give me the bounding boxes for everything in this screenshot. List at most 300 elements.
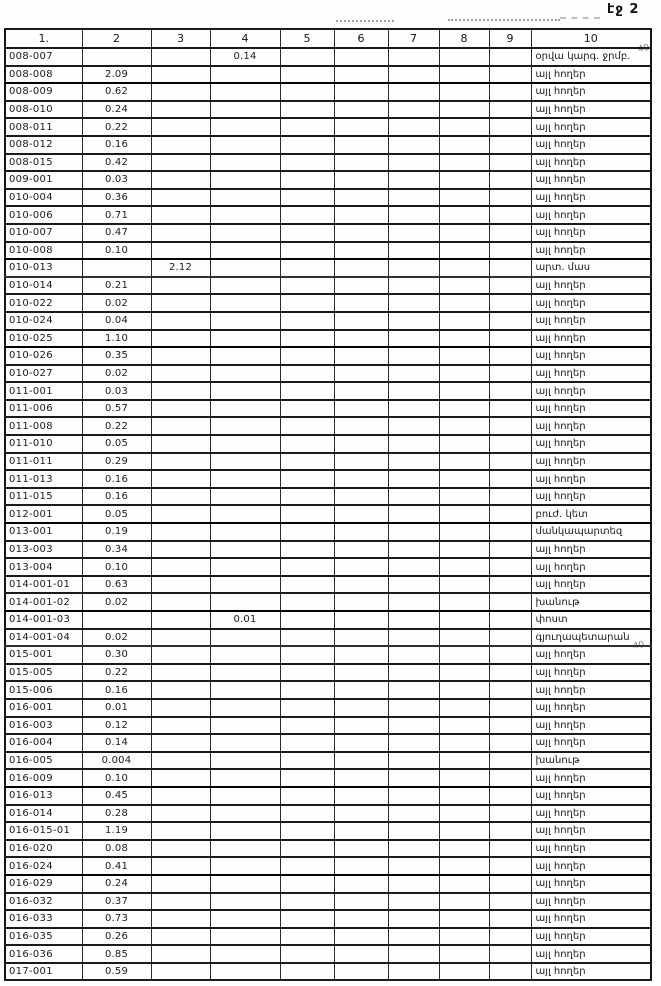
value-cell — [334, 805, 388, 823]
value-cell — [151, 752, 210, 770]
parcel-code-cell: 009-001 — [5, 171, 82, 189]
column-header-4: 4 — [210, 29, 280, 48]
value-cell — [210, 787, 280, 805]
value-cell — [280, 347, 334, 365]
value-cell: 0.14 — [210, 48, 280, 66]
value-cell — [151, 242, 210, 260]
value-cell: 0.02 — [82, 629, 151, 647]
parcel-code-cell: 008-008 — [5, 66, 82, 84]
value-cell — [439, 136, 489, 154]
value-cell — [151, 312, 210, 330]
table-row — [5, 136, 651, 154]
value-cell — [210, 136, 280, 154]
value-cell — [489, 523, 531, 541]
value-cell: 0.24 — [82, 101, 151, 119]
value-cell — [334, 470, 388, 488]
column-header-1: 1. — [5, 29, 82, 48]
page-number-label: էջ 2 — [607, 2, 640, 17]
land-type-cell: բուժ. կետ — [531, 505, 651, 523]
table-row — [5, 857, 651, 875]
table-row — [5, 840, 651, 858]
value-cell: 0.16 — [82, 681, 151, 699]
value-cell — [388, 875, 439, 893]
table-row — [5, 769, 651, 787]
value-cell — [151, 470, 210, 488]
table-row — [5, 206, 651, 224]
value-cell — [388, 541, 439, 559]
value-cell — [489, 769, 531, 787]
parcel-code-cell: 015-006 — [5, 681, 82, 699]
value-cell — [334, 453, 388, 471]
value-cell — [280, 523, 334, 541]
value-cell — [439, 66, 489, 84]
parcel-code-cell: 011-008 — [5, 417, 82, 435]
value-cell — [388, 171, 439, 189]
value-cell — [388, 945, 439, 963]
value-cell — [334, 294, 388, 312]
value-cell — [280, 734, 334, 752]
value-cell — [280, 382, 334, 400]
table-row — [5, 629, 651, 647]
value-cell — [439, 910, 489, 928]
value-cell — [334, 787, 388, 805]
value-cell — [280, 857, 334, 875]
value-cell — [388, 417, 439, 435]
value-cell — [210, 734, 280, 752]
value-cell: 0.45 — [82, 787, 151, 805]
parcel-code-cell: 011-001 — [5, 382, 82, 400]
value-cell — [210, 66, 280, 84]
value-cell — [489, 875, 531, 893]
parcel-code-cell: 015-005 — [5, 664, 82, 682]
column-header-3: 3 — [151, 29, 210, 48]
value-cell — [151, 400, 210, 418]
data-table — [4, 28, 652, 981]
value-cell — [489, 893, 531, 911]
value-cell — [388, 330, 439, 348]
value-cell — [280, 646, 334, 664]
value-cell — [210, 857, 280, 875]
parcel-code-cell: 014-001-03 — [5, 611, 82, 629]
value-cell — [388, 717, 439, 735]
value-cell — [388, 523, 439, 541]
scan-artifact — [336, 20, 394, 22]
value-cell: 0.21 — [82, 277, 151, 295]
value-cell: 0.02 — [82, 365, 151, 383]
value-cell: 0.16 — [82, 470, 151, 488]
value-cell — [210, 224, 280, 242]
land-type-cell: այլ հողեր — [531, 189, 651, 207]
value-cell — [334, 224, 388, 242]
table-row — [5, 576, 651, 594]
parcel-code-cell: 014-001-02 — [5, 593, 82, 611]
value-cell — [280, 928, 334, 946]
table-row — [5, 347, 651, 365]
value-cell — [439, 365, 489, 383]
value-cell — [280, 611, 334, 629]
value-cell — [489, 48, 531, 66]
value-cell — [210, 805, 280, 823]
value-cell — [280, 259, 334, 277]
value-cell — [489, 629, 531, 647]
value-cell — [151, 347, 210, 365]
scan-artifact — [560, 17, 600, 19]
table-row — [5, 242, 651, 260]
value-cell: 0.62 — [82, 83, 151, 101]
value-cell — [280, 893, 334, 911]
value-cell — [388, 840, 439, 858]
value-cell — [388, 136, 439, 154]
value-cell — [439, 48, 489, 66]
table-row — [5, 400, 651, 418]
value-cell — [151, 48, 210, 66]
parcel-code-cell: 013-003 — [5, 541, 82, 559]
value-cell — [151, 294, 210, 312]
land-type-cell: այլ հողեր — [531, 646, 651, 664]
land-type-cell: այլ հողեր — [531, 83, 651, 101]
value-cell — [388, 576, 439, 594]
value-cell — [210, 330, 280, 348]
value-cell — [388, 857, 439, 875]
value-cell — [489, 312, 531, 330]
value-cell — [210, 400, 280, 418]
value-cell: 0.10 — [82, 242, 151, 260]
land-type-cell: խանութ — [531, 752, 651, 770]
value-cell — [439, 505, 489, 523]
value-cell — [280, 717, 334, 735]
value-cell — [334, 523, 388, 541]
table-row — [5, 470, 651, 488]
land-type-cell: այլ հողեր — [531, 787, 651, 805]
table-row — [5, 611, 651, 629]
table-row — [5, 66, 651, 84]
value-cell: 0.71 — [82, 206, 151, 224]
value-cell — [439, 963, 489, 981]
value-cell — [334, 259, 388, 277]
value-cell — [151, 875, 210, 893]
column-header-5: 5 — [280, 29, 334, 48]
value-cell — [280, 769, 334, 787]
value-cell — [210, 118, 280, 136]
table-row — [5, 822, 651, 840]
value-cell — [439, 523, 489, 541]
value-cell — [489, 646, 531, 664]
value-cell — [280, 136, 334, 154]
value-cell — [210, 171, 280, 189]
value-cell — [334, 717, 388, 735]
value-cell — [210, 945, 280, 963]
parcel-code-cell: 014-001-04 — [5, 629, 82, 647]
value-cell — [280, 242, 334, 260]
value-cell — [210, 910, 280, 928]
value-cell — [334, 417, 388, 435]
value-cell — [334, 875, 388, 893]
value-cell — [334, 171, 388, 189]
value-cell — [280, 840, 334, 858]
value-cell — [439, 189, 489, 207]
value-cell — [489, 541, 531, 559]
value-cell: 0.24 — [82, 875, 151, 893]
value-cell — [388, 734, 439, 752]
value-cell — [489, 417, 531, 435]
value-cell — [210, 435, 280, 453]
value-cell — [280, 312, 334, 330]
value-cell — [210, 875, 280, 893]
value-cell: 0.02 — [82, 294, 151, 312]
value-cell — [489, 910, 531, 928]
table-row — [5, 224, 651, 242]
parcel-code-cell: 016-005 — [5, 752, 82, 770]
value-cell — [210, 576, 280, 594]
parcel-code-cell: 010-006 — [5, 206, 82, 224]
column-header-7: 7 — [388, 29, 439, 48]
land-type-cell: այլ հողեր — [531, 136, 651, 154]
value-cell: 0.03 — [82, 382, 151, 400]
table-row — [5, 259, 651, 277]
value-cell — [439, 400, 489, 418]
parcel-code-cell: 016-015-01 — [5, 822, 82, 840]
value-cell — [489, 945, 531, 963]
land-type-cell: այլ հողեր — [531, 541, 651, 559]
value-cell: 0.19 — [82, 523, 151, 541]
value-cell — [439, 681, 489, 699]
value-cell — [210, 840, 280, 858]
value-cell — [388, 928, 439, 946]
value-cell — [489, 277, 531, 295]
table-row — [5, 910, 651, 928]
value-cell — [280, 593, 334, 611]
value-cell — [151, 488, 210, 506]
value-cell — [151, 963, 210, 981]
value-cell — [489, 734, 531, 752]
value-cell — [334, 963, 388, 981]
value-cell — [334, 312, 388, 330]
land-type-cell: այլ հողեր — [531, 945, 651, 963]
value-cell — [151, 83, 210, 101]
land-type-cell: փոստ — [531, 611, 651, 629]
value-cell — [388, 435, 439, 453]
land-type-cell: այլ հողեր — [531, 963, 651, 981]
value-cell: 0.08 — [82, 840, 151, 858]
value-cell — [388, 558, 439, 576]
value-cell — [151, 717, 210, 735]
value-cell — [439, 840, 489, 858]
value-cell — [280, 910, 334, 928]
value-cell — [280, 294, 334, 312]
value-cell — [210, 242, 280, 260]
value-cell: 0.14 — [82, 734, 151, 752]
value-cell — [334, 822, 388, 840]
value-cell — [388, 277, 439, 295]
value-cell — [489, 435, 531, 453]
value-cell: 0.10 — [82, 558, 151, 576]
table-row — [5, 717, 651, 735]
value-cell — [334, 189, 388, 207]
value-cell — [439, 629, 489, 647]
value-cell: 0.37 — [82, 893, 151, 911]
value-cell: 0.63 — [82, 576, 151, 594]
parcel-code-cell: 016-020 — [5, 840, 82, 858]
parcel-code-cell: 008-011 — [5, 118, 82, 136]
value-cell — [439, 611, 489, 629]
parcel-code-cell: 016-013 — [5, 787, 82, 805]
value-cell — [280, 681, 334, 699]
value-cell — [151, 646, 210, 664]
value-cell — [489, 857, 531, 875]
value-cell — [280, 488, 334, 506]
table-row — [5, 805, 651, 823]
table-row — [5, 118, 651, 136]
value-cell — [151, 629, 210, 647]
value-cell — [489, 382, 531, 400]
value-cell — [334, 435, 388, 453]
value-cell — [388, 699, 439, 717]
value-cell: 0.59 — [82, 963, 151, 981]
value-cell — [334, 840, 388, 858]
value-cell — [280, 101, 334, 119]
value-cell — [151, 945, 210, 963]
value-cell — [280, 629, 334, 647]
value-cell — [151, 541, 210, 559]
value-cell — [388, 470, 439, 488]
value-cell — [280, 171, 334, 189]
value-cell: 0.16 — [82, 488, 151, 506]
parcel-code-cell: 011-006 — [5, 400, 82, 418]
column-header-8: 8 — [439, 29, 489, 48]
value-cell — [439, 893, 489, 911]
value-cell — [439, 593, 489, 611]
parcel-code-cell: 016-001 — [5, 699, 82, 717]
parcel-code-cell: 010-014 — [5, 277, 82, 295]
value-cell — [334, 505, 388, 523]
parcel-code-cell: 015-001 — [5, 646, 82, 664]
value-cell — [388, 101, 439, 119]
table-row — [5, 558, 651, 576]
value-cell — [439, 541, 489, 559]
value-cell: 2.09 — [82, 66, 151, 84]
value-cell — [489, 259, 531, 277]
land-type-cell: այլ հողեր — [531, 382, 651, 400]
value-cell — [151, 224, 210, 242]
value-cell — [439, 83, 489, 101]
value-cell — [210, 259, 280, 277]
value-cell — [210, 154, 280, 172]
value-cell — [151, 805, 210, 823]
value-cell — [151, 171, 210, 189]
parcel-code-cell: 011-011 — [5, 453, 82, 471]
value-cell — [489, 576, 531, 594]
land-type-cell: այլ հողեր — [531, 242, 651, 260]
value-cell — [280, 224, 334, 242]
value-cell — [280, 875, 334, 893]
value-cell: 0.35 — [82, 347, 151, 365]
value-cell — [489, 717, 531, 735]
value-cell — [210, 453, 280, 471]
value-cell — [334, 945, 388, 963]
table-row — [5, 681, 651, 699]
land-type-cell: այլ հողեր — [531, 171, 651, 189]
value-cell — [489, 488, 531, 506]
table-row — [5, 330, 651, 348]
parcel-code-cell: 008-009 — [5, 83, 82, 101]
value-cell — [334, 541, 388, 559]
land-type-cell: այլ հողեր — [531, 805, 651, 823]
parcel-code-cell: 008-012 — [5, 136, 82, 154]
land-type-cell: այլ հողեր — [531, 435, 651, 453]
land-type-cell: այլ հողեր — [531, 66, 651, 84]
parcel-code-cell: 014-001-01 — [5, 576, 82, 594]
value-cell — [280, 118, 334, 136]
value-cell — [280, 66, 334, 84]
value-cell: 0.57 — [82, 400, 151, 418]
land-type-cell: այլ հողեր — [531, 576, 651, 594]
land-type-cell: այլ հողեր — [531, 400, 651, 418]
value-cell — [151, 136, 210, 154]
value-cell — [439, 224, 489, 242]
value-cell — [439, 945, 489, 963]
parcel-code-cell: 016-004 — [5, 734, 82, 752]
value-cell — [151, 928, 210, 946]
value-cell — [210, 101, 280, 119]
value-cell — [334, 242, 388, 260]
column-header-6: 6 — [334, 29, 388, 48]
value-cell — [280, 189, 334, 207]
parcel-code-cell: 010-013 — [5, 259, 82, 277]
table-row — [5, 488, 651, 506]
table-row — [5, 312, 651, 330]
value-cell — [151, 365, 210, 383]
value-cell — [439, 259, 489, 277]
land-type-cell: օրվա կարգ. ջրմբ. — [531, 48, 651, 66]
value-cell — [280, 417, 334, 435]
value-cell — [210, 699, 280, 717]
value-cell — [210, 505, 280, 523]
parcel-code-cell: 016-003 — [5, 717, 82, 735]
table-row — [5, 365, 651, 383]
value-cell — [151, 910, 210, 928]
value-cell — [388, 224, 439, 242]
value-cell — [439, 488, 489, 506]
value-cell — [439, 382, 489, 400]
value-cell — [388, 259, 439, 277]
value-cell — [388, 453, 439, 471]
value-cell — [334, 206, 388, 224]
value-cell — [280, 206, 334, 224]
value-cell — [439, 558, 489, 576]
value-cell — [280, 470, 334, 488]
table-row — [5, 646, 651, 664]
value-cell — [334, 400, 388, 418]
value-cell — [388, 312, 439, 330]
value-cell — [334, 154, 388, 172]
value-cell — [489, 400, 531, 418]
value-cell — [388, 752, 439, 770]
value-cell — [489, 83, 531, 101]
value-cell: 0.85 — [82, 945, 151, 963]
value-cell — [489, 330, 531, 348]
value-cell — [210, 206, 280, 224]
value-cell — [388, 66, 439, 84]
value-cell — [210, 470, 280, 488]
land-type-cell: այլ հողեր — [531, 928, 651, 946]
value-cell — [489, 840, 531, 858]
land-type-cell: այլ հողեր — [531, 875, 651, 893]
value-cell — [489, 365, 531, 383]
value-cell — [439, 453, 489, 471]
parcel-code-cell: 008-007 — [5, 48, 82, 66]
value-cell — [489, 206, 531, 224]
value-cell — [388, 910, 439, 928]
